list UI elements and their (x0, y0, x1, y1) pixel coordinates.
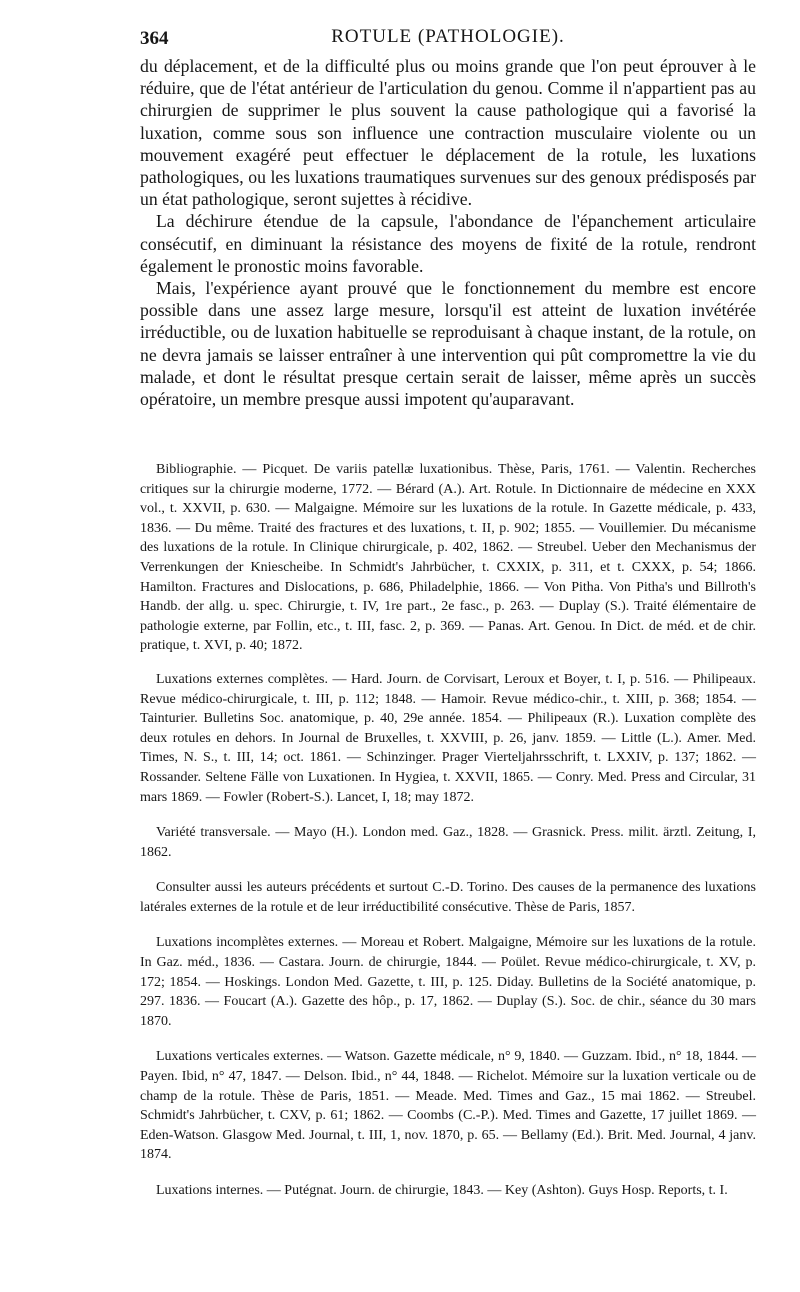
body-paragraph: La déchirure étendue de la capsule, l'abondance de l'épanchement articulaire consécutif, en diminuant la résistance des moyens de fixité de la rotule, rendront également le pronostic moins favorable. (140, 211, 756, 276)
page-number: 364 (140, 28, 169, 49)
bibliography-entry: Bibliographie. — Picquet. De variis patellæ luxationibus. Thèse, Paris, 1761. — Valentin. Recherches critiques sur la chirurgie moderne, 1772. — Bérard (A.). Art. Rotule. In Dictionnaire de médecine en XXX vol., t. XXVII, p. 630. — Malgaigne. Mémoire sur les luxations de la rotule. In Gazette médicale, p. 433, 1836. — Du même. Traité des fractures et des luxations, t. II, p. 902; 1855. — Vouillemier. Du mécanisme des luxations de la rotule. In Clinique chirurgicale, p. 402, 1862. — Streubel. Ueber den Mechanismus der Verrenkungen der Kniescheibe. In Schmidt's Jahrbücher, t. CXXIX, p. 311, et t. CXXX, p. 54; 1866. Hamilton. Fractures and Dislocations, p. 686, Philadelphie, 1866. — Von Pitha. Von Pitha's und Billroth's Handb. der allg. u. spec. Chirurgie, t. IV, 1re part., 2e fasc., p. 263. — Duplay (S.). Traité élémentaire de pathologie externe, par Follin, etc., t. III, fasc. 2, p. 369. — Panas. Art. Genou. In Dict. de méd. et de chir. pratique, t. XVI, p. 40; 1872. (140, 462, 756, 654)
bibliography-entry: Variété transversale. — Mayo (H.). London med. Gaz., 1828. — Grasnick. Press. milit. ärztl. Zeitung, I, 1862. (140, 825, 756, 860)
body-paragraph: Mais, l'expérience ayant prouvé que le fonctionnement du membre est encore possible dans une assez large mesure, lorsqu'il est atteint de luxation invétérée irréductible, ou de luxation habituelle se reproduisant à chaque instant, de la rotule, on ne devra jamais se laisser entraîner à une intervention qui pût compromettre la vie du malade, et dont le résultat presque certain serait de laisser, même après un succès opératoire, un membre presque aussi impotent qu'auparavant. (140, 278, 756, 410)
bibliography-entry: Consulter aussi les auteurs précédents et surtout C.-D. Torino. Des causes de la permanence des luxations latérales externes de la rotule et de leur irréductibilité consécutive. Thèse de Paris, 1857. (140, 880, 756, 915)
bibliography (140, 460, 756, 1217)
page-header (140, 22, 756, 56)
main-text (140, 55, 756, 410)
body-paragraph: du déplacement, et de la difficulté plus ou moins grande que l'on peut éprouver à le réduire, que de l'état antérieur de l'articulation du genou. Comme il n'appartient pas au chirurgien de supprimer le plus souvent la cause pathologique qui a favorisé la luxation, comme sous son influence une contraction musculaire violente ou un mouvement exagéré peut effectuer le déplacement de la rotule, les luxations pathologiques, ou les luxations traumatiques survenues sur des genoux prédisposés par un état pathologique, seront sujettes à récidive. (140, 56, 756, 210)
bibliography-entry: Luxations internes. — Putégnat. Journ. de chirurgie, 1843. — Key (Ashton). Guys Hosp. Reports, t. I. (156, 1183, 728, 1198)
running-title: ROTULE (PATHOLOGIE). (331, 26, 565, 47)
bibliography-entry: Luxations externes complètes. — Hard. Journ. de Corvisart, Leroux et Boyer, t. I, p. 516. — Philipeaux. Revue médico-chirurgicale, t. III, p. 112; 1848. — Hamoir. Revue médico-chir., t. XIII, p. 368; 1854. — Tainturier. Bulletins Soc. anatomique, p. 40, 29e année. 1854. — Philipeaux (R.). Luxation complète des deux rotules en dehors. In Journal de Bruxelles, t. XXVIII, p. 26, janv. 1859. — Little (L.). Amer. Med. Times, N. S., t. III, 14; oct. 1861. — Schinzinger. Prager Vierteljahrsschrift, t. LXXIV, p. 137; 1862. — Rossander. Seltene Fälle von Luxationen. In Hygiea, t. XXVII, 1865. — Conry. Med. Press and Circular, 31 mars 1869. — Fowler (Robert-S.). Lancet, I, 18; may 1872. (140, 671, 756, 805)
bibliography-entry: Luxations incomplètes externes. — Moreau et Robert. Malgaigne, Mémoire sur les luxations de la rotule. In Gaz. méd., 1836. — Castara. Journ. de chirurgie, 1844. — Poület. Revue médico-chirurgicale, t. XV, p. 172; 1854. — Hoskings. London Med. Gazette, t. III, p. 125. Diday. Bulletins de la Société anatomique, p. 297. 1836. — Foucart (A.). Gazette des hôp., p. 17, 1862. — Duplay (S.). Soc. de chir., séance du 30 mars 1870. (140, 935, 756, 1029)
bibliography-entry: Luxations verticales externes. — Watson. Gazette médicale, n° 9, 1840. — Guzzam. Ibid., n° 18, 1844. — Payen. Ibid, n° 47, 1847. — Delson. Ibid., n° 44, 1848. — Richelot. Mémoire sur la luxation verticale ou de champ de la rotule. Thèse de Paris, 1851. — Meade. Med. Times and Gaz., 15 mai 1862. — Streubel. Schmidt's Jahrbücher, t. CXV, p. 61; 1862. — Coombs (C.-P.). Med. Times and Gazette, 17 juillet 1869. — Eden-Watson. Glasgow Med. Journal, t. III, 1, nov. 1870, p. 65. — Bellamy (Ed.). Brit. Med. Journal, 4 janv. 1874. (140, 1049, 756, 1163)
